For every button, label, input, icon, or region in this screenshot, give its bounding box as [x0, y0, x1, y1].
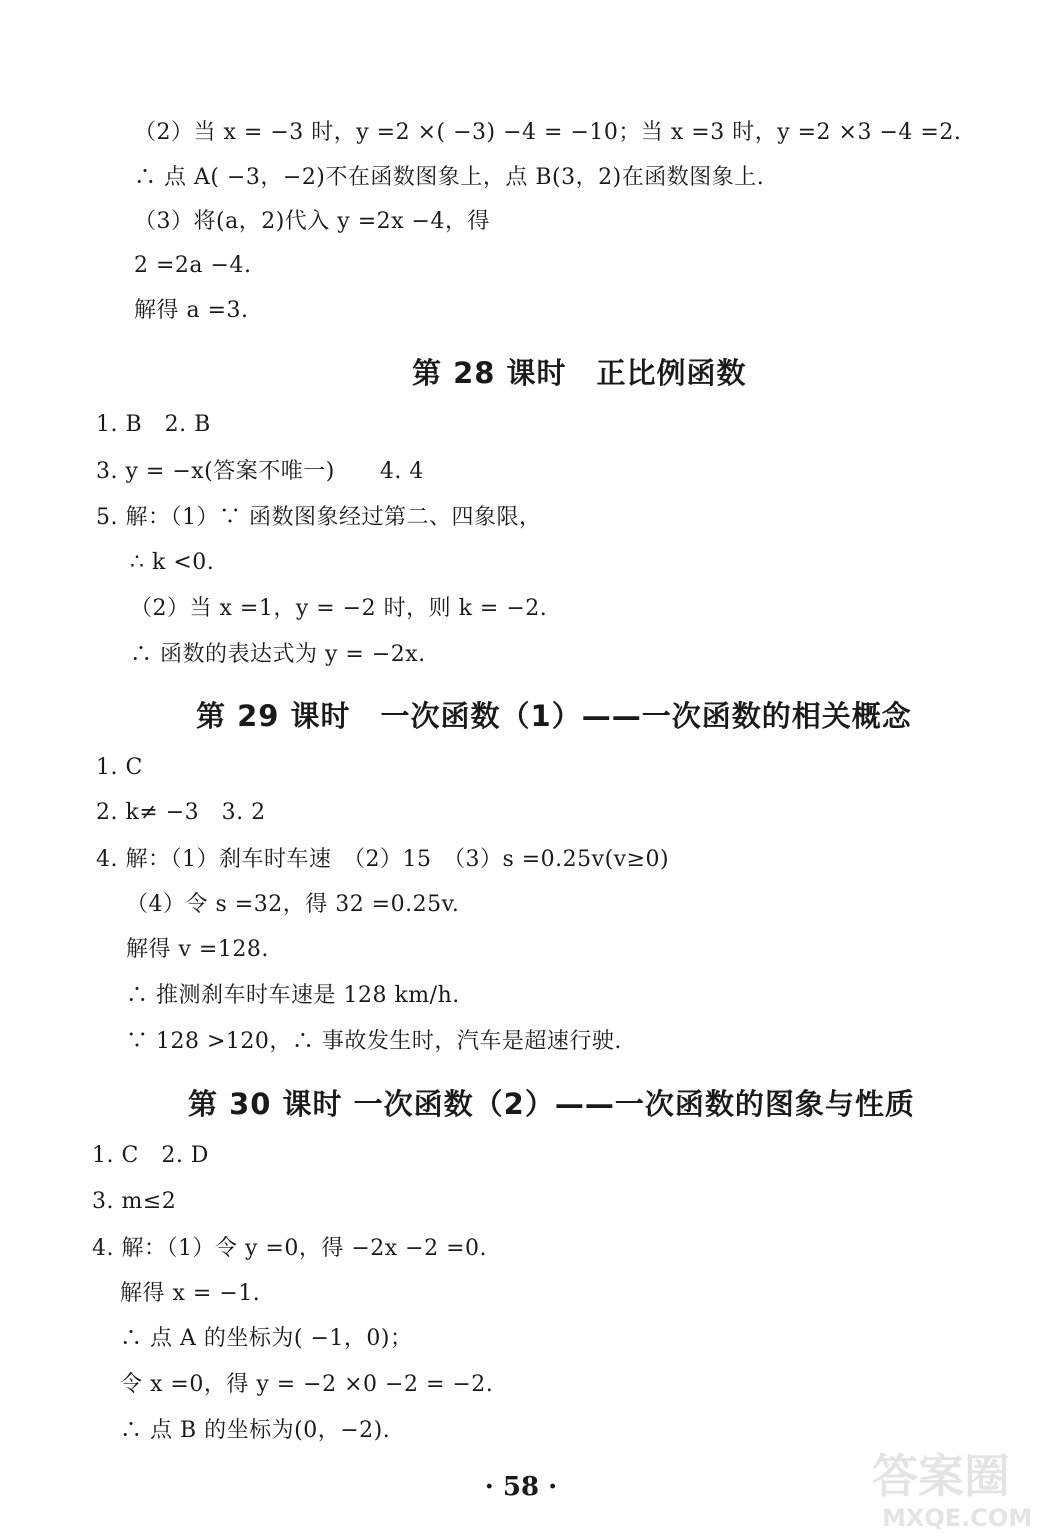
answer-line: 1. C 2. D — [92, 1143, 209, 1168]
answer-line: ∴ 点 B 的坐标为(0，−2). — [120, 1418, 391, 1443]
answer-line: 5. 解：（1）∵ 函数图象经过第二、四象限， — [96, 505, 542, 530]
page-number: · 58 · — [484, 1472, 558, 1502]
section-heading-28: 第 28 课时 正比例函数 — [412, 356, 747, 390]
watermark-logo — [868, 1440, 1034, 1532]
answer-line: 解得 a =3. — [134, 298, 249, 323]
answer-line: （2）当 x =1，y = −2 时，则 k = −2. — [130, 596, 548, 621]
answer-line: 解得 x = −1. — [120, 1281, 261, 1306]
answer-line: 3. y = −x(答案不唯一) 4. 4 — [96, 459, 424, 484]
section-heading-30: 第 30 课时 一次函数（2）——一次函数的图象与性质 — [188, 1087, 915, 1121]
answer-line: 4. 解：（1）刹车时车速 （2）15 （3）s =0.25v(v≥0) — [96, 847, 670, 872]
answer-line: ∴ 函数的表达式为 y = −2x. — [130, 642, 426, 667]
answer-line: ∴ k <0. — [130, 550, 215, 575]
answer-line: 1. C — [96, 755, 143, 780]
answer-line: 3. m≤2 — [92, 1189, 177, 1214]
answer-line: ∴ 点 A 的坐标为( −1，0)； — [120, 1326, 413, 1351]
watermark-top-text: 答案圈 — [872, 1449, 1010, 1503]
answer-line: （4）令 s =32，得 32 =0.25v. — [126, 892, 460, 917]
answer-line: 2. k≠ −3 3. 2 — [96, 800, 266, 825]
section-heading-29: 第 29 课时 一次函数（1）——一次函数的相关概念 — [196, 699, 912, 733]
answer-line: 4. 解：（1）令 y =0，得 −2x −2 =0. — [92, 1236, 487, 1261]
answer-line: （3）将(a，2)代入 y =2x −4，得 — [134, 209, 490, 234]
answer-line: ∵ 128 >120，∴ 事故发生时，汽车是超速行驶. — [126, 1029, 622, 1054]
answer-line: 2 =2a −4. — [134, 253, 252, 278]
answer-line: ∴ 点 A( −3，−2)不在函数图象上，点 B(3，2)在函数图象上. — [134, 165, 765, 190]
answer-line: （2）当 x = −3 时，y =2 ×( −3) −4 = −10；当 x =3 时，y =2 ×3 −4 =2. — [134, 120, 962, 145]
answer-line: 令 x =0，得 y = −2 ×0 −2 = −2. — [120, 1372, 494, 1397]
answer-line: ∴ 推测刹车时车速是 128 km/h. — [126, 983, 460, 1008]
watermark-bottom-text: MXQE.COM — [882, 1504, 1033, 1532]
answer-line: 解得 v =128. — [126, 937, 269, 962]
answer-line: 1. B 2. B — [96, 412, 211, 437]
